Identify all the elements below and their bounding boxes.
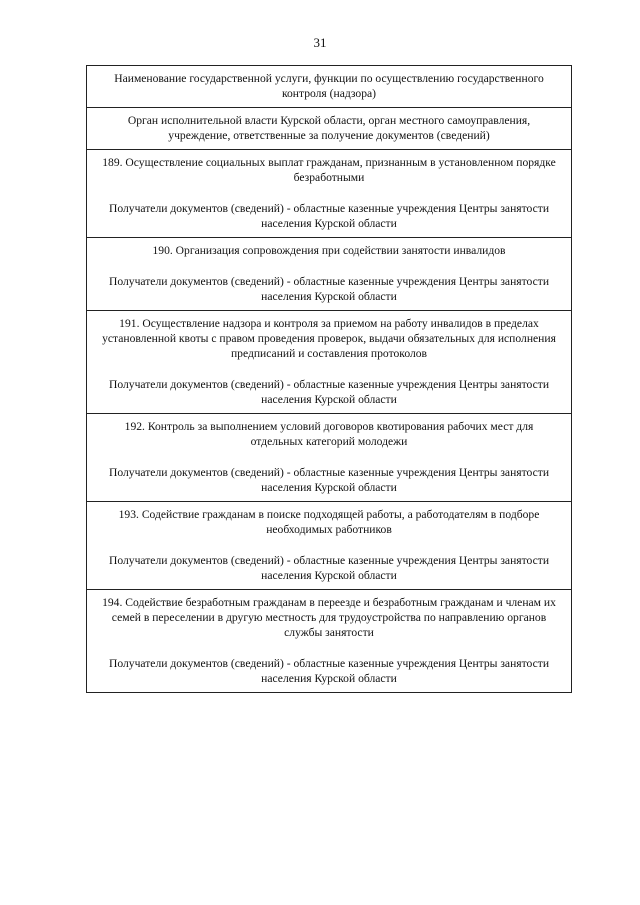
table-row (87, 150, 571, 238)
document-recipient: Получатели документов (сведений) - областные казенные учреждения Центры занятости населения Курской области (108, 378, 550, 406)
table-row (87, 414, 571, 502)
service-title: 190. Организация сопровождения при содействии занятости инвалидов (152, 244, 506, 257)
document-recipient: Получатели документов (сведений) - областные казенные учреждения Центры занятости населения Курской области (108, 657, 550, 685)
header-authority: Орган исполнительной власти Курской области, орган местного самоуправления, учреждение, ответственные за получение документов (сведений) (87, 108, 571, 150)
service-title: 191. Осуществление надзора и контроля за приемом на работу инвалидов в пределах установленной квоты с правом проведения проверок, выдачи обязательных для исполнения предписаний и составления протоколов (102, 317, 556, 360)
service-title: 189. Осуществление социальных выплат гражданам, признанным в установленном порядке безработными (102, 156, 556, 184)
table-row (87, 590, 571, 692)
document-recipient: Получатели документов (сведений) - областные казенные учреждения Центры занятости населения Курской области (108, 466, 550, 494)
services-table (86, 65, 572, 693)
document-recipient: Получатели документов (сведений) - областные казенные учреждения Центры занятости населения Курской области (108, 554, 550, 582)
header-service-name: Наименование государственной услуги, функции по осуществлению государственного контроля (надзора) (87, 66, 571, 108)
service-title: 194. Содействие безработным гражданам в переезде и безработным гражданам и членам их семей в переселении в другую местность для трудоустройства по направлению органов службы занятости (102, 596, 556, 639)
document-recipient: Получатели документов (сведений) - областные казенные учреждения Центры занятости населения Курской области (108, 202, 550, 230)
table-row (87, 311, 571, 414)
table-row (87, 502, 571, 590)
service-title: 193. Содействие гражданам в поиске подходящей работы, а работодателям в подборе необходимых работников (118, 508, 540, 536)
service-title: 192. Контроль за выполнением условий договоров квотирования рабочих мест для отдельных категорий молодежи (124, 420, 534, 448)
table-row (87, 238, 571, 311)
page-number: 31 (313, 35, 327, 50)
document-recipient: Получатели документов (сведений) - областные казенные учреждения Центры занятости населения Курской области (108, 275, 550, 303)
